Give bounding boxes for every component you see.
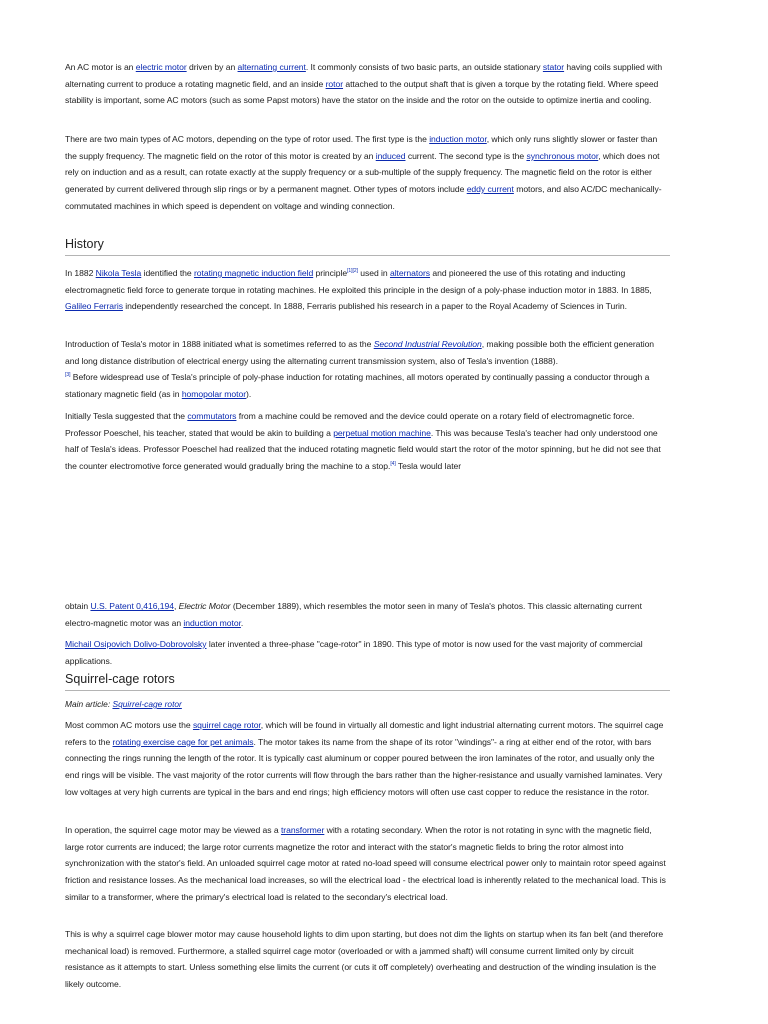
history-paragraph-4: obtain U.S. Patent 0,416,194, Electric Motor (December 1889), which resembles the motor seen in many of Tesla's photos. This classic alternating current electro-magnetic motor was an induction motor. bbox=[65, 601, 642, 628]
squirrel-cage-heading: Squirrel-cage rotors bbox=[65, 672, 670, 691]
link-homopolar-motor[interactable]: homopolar motor bbox=[181, 389, 247, 400]
history-paragraph-5: Michail Osipovich Dolivo-Dobrovolsky later invented a three-phase "cage-rotor" in 1890. This type of motor is now used for the vast majority of commercial applications. bbox=[65, 639, 643, 666]
history-heading: History bbox=[65, 237, 670, 256]
link-alternators[interactable]: alternators bbox=[389, 268, 431, 278]
history-paragraph-1: In 1882 Nikola Tesla identified the rotating magnetic induction field principle[1][2] used in alternators and pioneered the use of this rotating and inducting electromagnetic field force to generate torque in rotating machines. He exploited this principle in the design of a poly-phase induction motor in 1883. In 1885, Galileo Ferraris independently researched the concept. In 1888, Ferraris published his research in a paper to the Royal Academy of Sciences in Turin. bbox=[65, 268, 652, 312]
intro-paragraph-2: There are two main types of AC motors, depending on the type of rotor used. The first type is the induction motor, which only runs slightly slower or faster than the supply frequency. The magnetic field on the rotor of this motor is created by an induced current. The second type is the synchronous motor, which does not rely on induction and as a result, can rotate exactly at the supply frequency or a sub-multiple of the supply frequency. The magnetic field on the rotor is either generated by current delivered through slip rings or by a permanent magnet. Other types of motors include eddy current motors, and also AC/DC mechanically-commutated machines in which speed is dependent on voltage and winding connection. bbox=[65, 134, 662, 211]
link-rotating-exercise-cage[interactable]: rotating exercise cage for pet animals bbox=[112, 736, 254, 747]
link-electric-motor[interactable]: electric motor bbox=[135, 62, 187, 72]
squirrel-paragraph-1: Most common AC motors use the squirrel cage rotor, which will be found in virtually all domestic and light industrial alternating current motors. The squirrel cage refers to the rotating exercise cage for pet animals. The motor takes its name from the shape of its rotor "windings"- a ring at either end of the rotor, with bars connecting the rings running the length of the rotor. It is typically cast aluminum or copper poured between the iron laminates of the rotor, and usually only the end rings will be visible. The vast majority of the rotor currents will flow through the bars rather than the higher-resistance and usually varnished laminates. Very low voltages at very high currents are typical in the bars and end rings; high efficiency motors will often use cast copper to reduce the resistance in the rotor. bbox=[65, 720, 664, 797]
link-second-industrial-revolution[interactable]: Second Industrial Revolution bbox=[373, 339, 482, 349]
link-us-patent[interactable]: U.S. Patent 0,416,194 bbox=[90, 601, 174, 611]
link-rotating-magnetic-induction-field[interactable]: rotating magnetic induction field bbox=[193, 268, 314, 278]
link-induction-motor[interactable]: induction motor bbox=[429, 134, 487, 144]
link-nikola-tesla[interactable]: Nikola Tesla bbox=[95, 268, 142, 278]
link-squirrel-cage-rotor-article[interactable]: Squirrel-cage rotor bbox=[112, 699, 182, 709]
link-commutators[interactable]: commutators bbox=[187, 411, 237, 421]
link-galileo-ferraris[interactable]: Galileo Ferraris bbox=[65, 301, 123, 312]
squirrel-paragraph-3: This is why a squirrel cage blower motor may cause household lights to dim upon starting, but does not dim the lights on startup when its fan belt (and therefore mechanical load) is removed. Furthermore, a stalled squirrel cage motor (overloaded or with a jammed shaft) will consume current limited only by circuit resistance as it attempts to start. Unless something else limits the current (or cuts it off completely) overheating and destruction of the winding insulation is the likely outcome. bbox=[65, 929, 664, 990]
link-squirrel-cage-rotor[interactable]: squirrel cage rotor bbox=[192, 720, 261, 730]
squirrel-paragraph-2: In operation, the squirrel cage motor may be viewed as a transformer with a rotating secondary. When the rotor is not rotating in sync with the magnetic field, large rotor currents are induced; the large rotor currents magnetize the rotor and interact with the stator's magnetic fields to bring the rotor almost into synchronization with the stator's field. An unloaded squirrel cage motor at rated no-load speed will consume electrical power only to maintain rotor speed against friction and resistance losses. As the mechanical load increases, so will the electrical load - the electrical load is inherently related to the mechanical load. This is similar to a transformer, where the primary's electrical load is related to the secondary's electrical load. bbox=[65, 825, 666, 902]
link-stator[interactable]: stator bbox=[542, 62, 565, 72]
citation-3[interactable]: [3] bbox=[65, 372, 71, 379]
link-rotor[interactable]: rotor bbox=[325, 78, 344, 89]
intro-paragraph-1: An AC motor is an electric motor driven by an alternating current. It commonly consists of two basic parts, an outside stationary stator having coils supplied with alternating current to produce a rotating magnetic field, and an inside rotor attached to the output shaft that is given a torque by the rotating field. Where speed stability is important, some AC motors (such as some Papst motors) have the stator on the inside and the rotor on the outside to optimize inertia and cooling. bbox=[65, 62, 663, 106]
link-induced[interactable]: induced bbox=[375, 150, 406, 161]
link-perpetual-motion-machine[interactable]: perpetual motion machine bbox=[333, 427, 431, 438]
link-eddy-current[interactable]: eddy current bbox=[466, 184, 514, 195]
link-synchronous-motor[interactable]: synchronous motor bbox=[526, 150, 599, 161]
link-alternating-current[interactable]: alternating current bbox=[237, 62, 306, 72]
history-paragraph-2: Introduction of Tesla's motor in 1888 initiated what is sometimes referred to as the Second Industrial Revolution, making possible both the efficient generation and long distance distribution of electrical energy using the alternating current transmission system, also of Tesla's invention (1888). [3] Before widespread use of Tesla's principle of poly-phase induction for rotating machines, all motors operated by continually passing a conductor through a stationary magnetic field (as in homopolar motor). bbox=[65, 339, 655, 400]
citation-1-2[interactable]: [1][2] bbox=[347, 268, 358, 275]
link-dolivo-dobrovolsky[interactable]: Michail Osipovich Dolivo-Dobrovolsky bbox=[65, 639, 207, 649]
main-article-note: Main article: Squirrel-cage rotor bbox=[65, 699, 182, 709]
citation-4[interactable]: [4] bbox=[390, 461, 396, 468]
history-paragraph-3: Initially Tesla suggested that the commutators from a machine could be removed and the device could operate on a rotary field of electromagnetic force. Professor Poeschel, his teacher, stated that would be akin to building a perpetual motion machine. This was because Tesla's teacher had only understood one half of Tesla's ideas. Professor Poeschel had realized that the induced rotating magnetic field would start the rotor of the motor spinning, but he did not see that the counter electromotive force generated would gradually bring the machine to a stop.[4] Tesla would later bbox=[65, 411, 661, 472]
link-transformer[interactable]: transformer bbox=[280, 825, 325, 835]
link-induction-motor-2[interactable]: induction motor bbox=[183, 617, 241, 628]
